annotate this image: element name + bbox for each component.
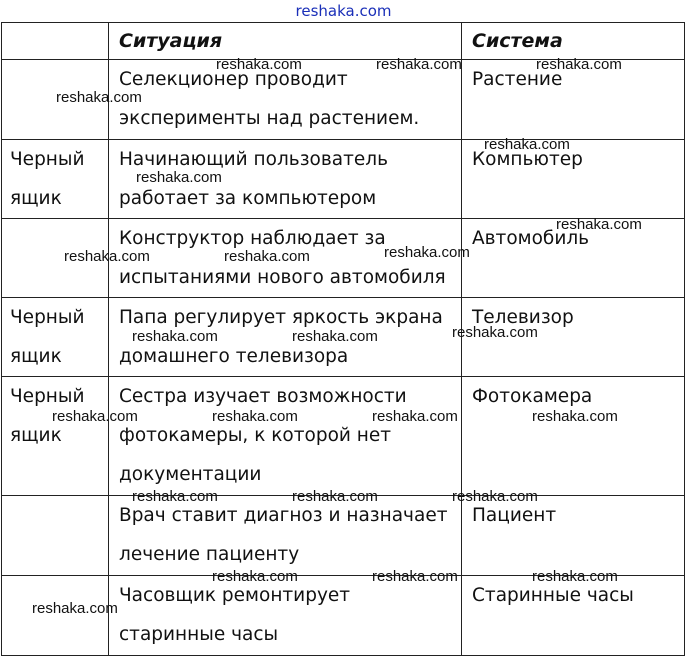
watermark: reshaka.com <box>484 136 570 153</box>
watermark: reshaka.com <box>132 488 218 505</box>
cell-system: Старинные часы <box>462 576 685 656</box>
cell-situation: Начинающий пользователь работает за компьютером <box>109 140 462 219</box>
site-header-link[interactable]: reshaka.com <box>295 2 392 20</box>
cell-system: Телевизор <box>462 298 685 377</box>
cell-system: Автомобиль <box>462 219 685 298</box>
watermark: reshaka.com <box>452 488 538 505</box>
watermark: reshaka.com <box>376 56 462 73</box>
watermark: reshaka.com <box>292 328 378 345</box>
watermark: reshaka.com <box>384 244 470 261</box>
watermark: reshaka.com <box>132 328 218 345</box>
table-header-row <box>2 23 685 60</box>
watermark: reshaka.com <box>52 408 138 425</box>
cell-situation: Сестра изучает возможности фотокамеры, к которой нет документации <box>109 377 462 496</box>
cell-system: Пациент <box>462 496 685 576</box>
table-row <box>2 496 685 576</box>
table-row <box>2 140 685 219</box>
table-row <box>2 377 685 496</box>
watermark: reshaka.com <box>452 324 538 341</box>
cell-situation: Врач ставит диагноз и назначает лечение пациенту <box>109 496 462 576</box>
watermark: reshaka.com <box>292 488 378 505</box>
column-header-situation: Ситуация <box>109 23 462 60</box>
cell-type <box>2 496 109 576</box>
cell-type: Черный ящик <box>2 298 109 377</box>
cell-situation: Селекционер проводит эксперименты над растением. <box>109 60 462 140</box>
cell-situation: Конструктор наблюдает за испытаниями нового автомобиля <box>109 219 462 298</box>
cell-situation: Папа регулирует яркость экрана домашнего телевизора <box>109 298 462 377</box>
watermark: reshaka.com <box>56 89 142 106</box>
cell-type: Черный ящик <box>2 140 109 219</box>
watermark: reshaka.com <box>212 568 298 585</box>
column-header-system: Система <box>462 23 685 60</box>
watermark: reshaka.com <box>532 408 618 425</box>
cell-situation: Часовщик ремонтирует старинные часы <box>109 576 462 656</box>
watermark: reshaka.com <box>372 408 458 425</box>
watermark: reshaka.com <box>224 248 310 265</box>
watermark: reshaka.com <box>372 568 458 585</box>
watermark: reshaka.com <box>556 216 642 233</box>
watermark: reshaka.com <box>136 169 222 186</box>
watermark: reshaka.com <box>216 56 302 73</box>
watermark: reshaka.com <box>536 56 622 73</box>
cell-system: Фотокамера <box>462 377 685 496</box>
watermark: reshaka.com <box>532 568 618 585</box>
watermark: reshaka.com <box>64 248 150 265</box>
watermark: reshaka.com <box>32 600 118 617</box>
cell-system: Компьютер <box>462 140 685 219</box>
cell-type: Черный ящик <box>2 377 109 496</box>
column-header-type <box>2 23 109 60</box>
cell-system: Растение <box>462 60 685 140</box>
watermark: reshaka.com <box>212 408 298 425</box>
